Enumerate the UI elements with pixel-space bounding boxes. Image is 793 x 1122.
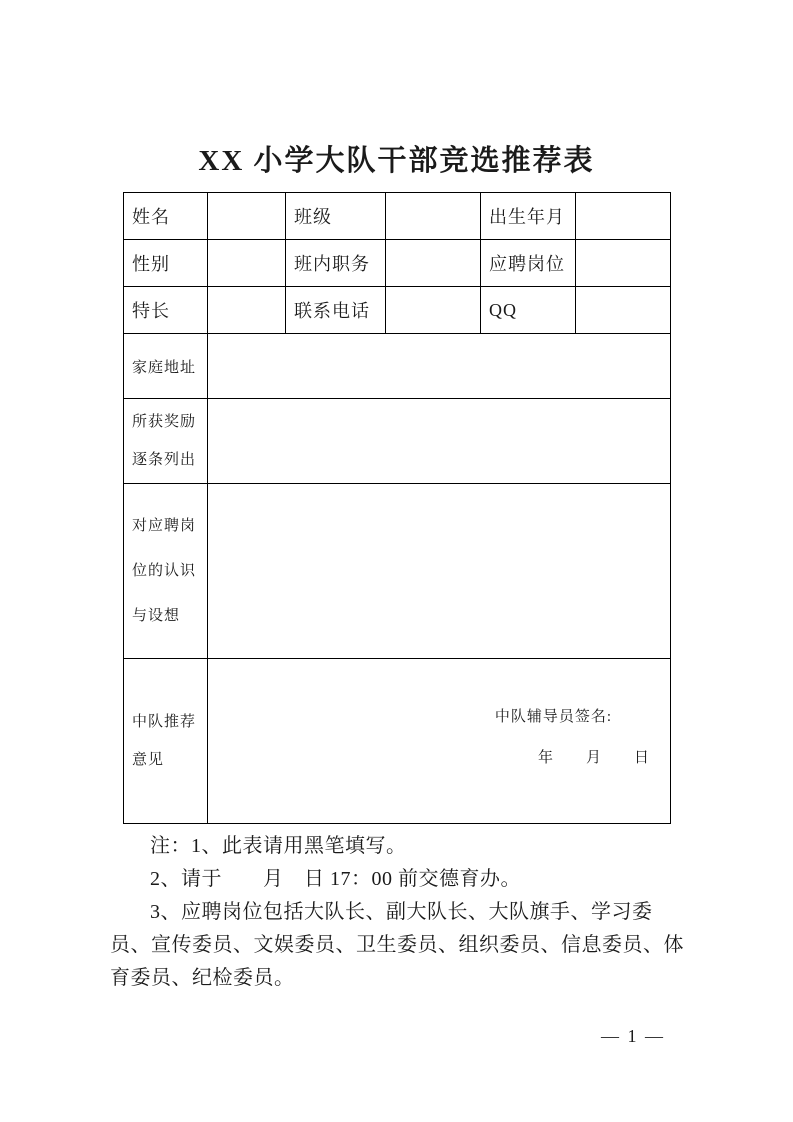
table-row [124, 193, 671, 240]
awards-value-cell [208, 399, 671, 484]
date-label: 年 月 日 [537, 750, 650, 766]
notes-section [110, 830, 688, 995]
position-understanding-value-cell [208, 484, 671, 659]
name-label: 姓名 [124, 193, 208, 240]
note-submission-deadline: 2、请于 月 日 17：00 前交德育办。 [150, 868, 521, 890]
squadron-recommendation-label [124, 659, 208, 824]
position-understanding-label-line1: 对应聘岗 [132, 517, 197, 534]
table-row [124, 659, 671, 824]
awards-label [124, 399, 208, 484]
birth-date-label: 出生年月 [481, 193, 576, 240]
name-value-cell [208, 193, 286, 240]
specialty-label: 特长 [124, 287, 208, 334]
specialty-value-cell [208, 287, 286, 334]
counselor-signature-label: 中队辅导员签名: [494, 709, 612, 725]
table-row [124, 399, 671, 484]
class-value-cell [386, 193, 481, 240]
applied-position-value-cell [576, 240, 671, 287]
position-understanding-label-line3: 与设想 [132, 607, 181, 624]
class-duty-label: 班内职务 [286, 240, 386, 287]
signature-block [216, 705, 662, 777]
table-row [124, 334, 671, 399]
table-row [124, 240, 671, 287]
home-address-value-cell [208, 334, 671, 399]
gender-label: 性别 [124, 240, 208, 287]
table-row [124, 287, 671, 334]
squadron-recommendation-label-line2: 意见 [132, 752, 165, 768]
class-label: 班级 [286, 193, 386, 240]
table-row [124, 484, 671, 659]
page-number: — 1 — [601, 1026, 665, 1046]
applied-position-label: 应聘岗位 [481, 240, 576, 287]
home-address-label: 家庭地址 [124, 334, 208, 399]
note-fill-with-black-pen: 注：1、此表请用黑笔填写。 [150, 835, 407, 857]
position-understanding-label-line2: 位的认识 [132, 562, 197, 579]
qq-label: QQ [481, 287, 576, 334]
page-title: XX 小学大队干部竞选推荐表 [198, 145, 595, 177]
qq-value-cell [576, 287, 671, 334]
recommendation-form-table [123, 192, 671, 824]
note-position-list: 3、应聘岗位包括大队长、副大队长、大队旗手、学习委员、宣传委员、文娱委员、卫生委员、组织委员、信息委员、体育委员、纪检委员。 [110, 901, 684, 989]
squadron-recommendation-value-cell [208, 659, 671, 824]
awards-label-line1: 所获奖励 [132, 414, 197, 430]
position-understanding-label [124, 484, 208, 659]
awards-label-line2: 逐条列出 [132, 452, 197, 468]
gender-value-cell [208, 240, 286, 287]
class-duty-value-cell [386, 240, 481, 287]
phone-label: 联系电话 [286, 287, 386, 334]
birth-date-value-cell [576, 193, 671, 240]
squadron-recommendation-label-line1: 中队推荐 [132, 714, 197, 730]
phone-value-cell [386, 287, 481, 334]
